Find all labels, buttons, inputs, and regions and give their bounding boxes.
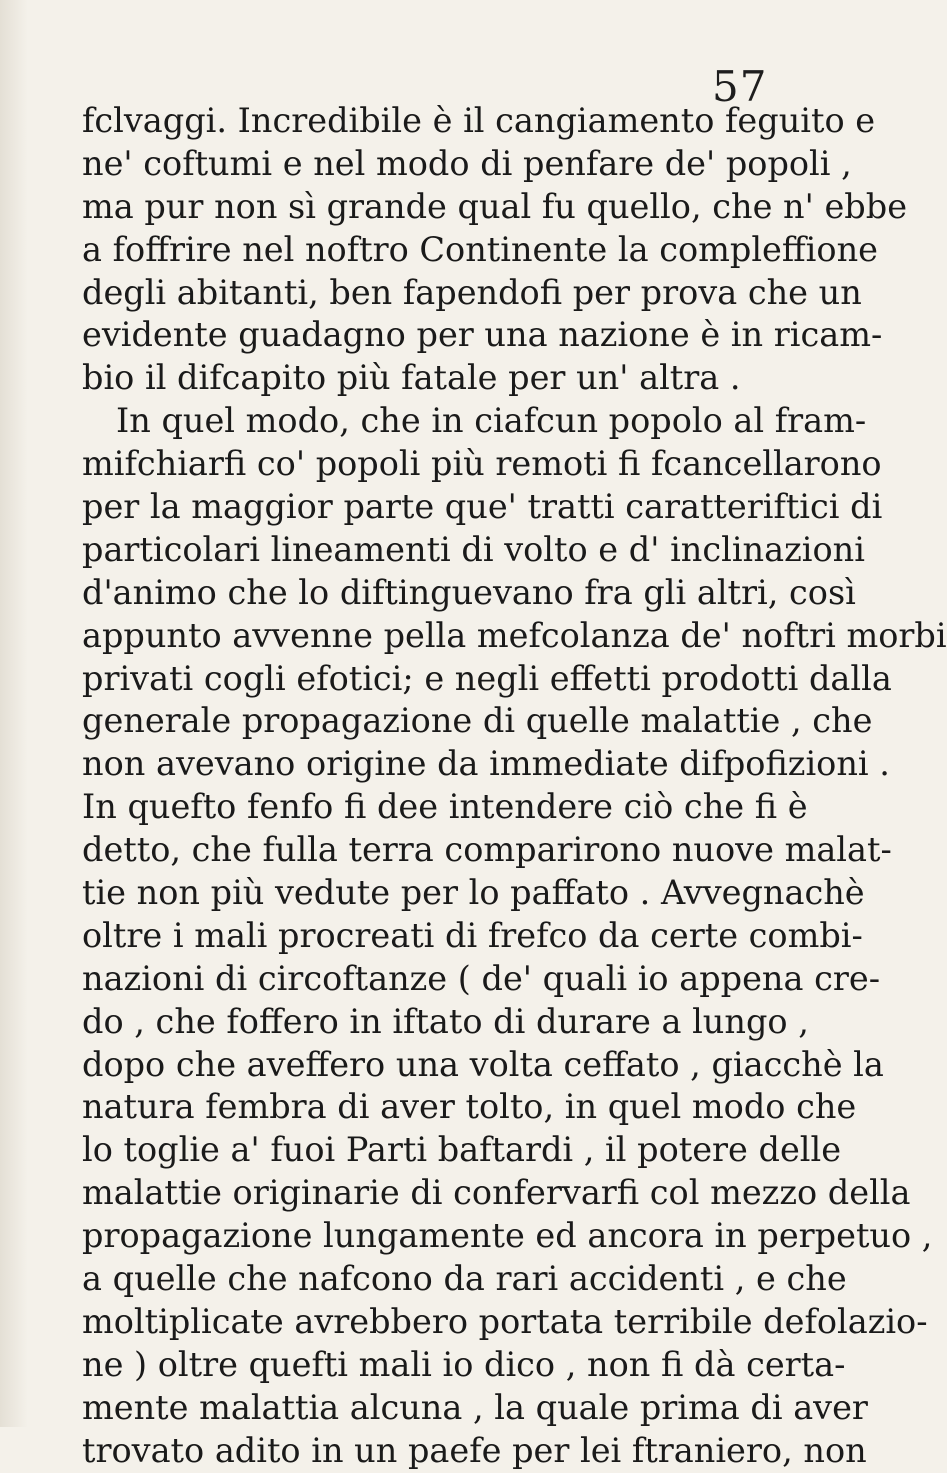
text-line: particolari lineamenti di volto e d' inclinazioni (82, 529, 865, 569)
text-line: appunto avvenne pella mefcolanza de' noftri morbi (82, 615, 947, 655)
text-line: ne ) oltre quefti mali io dico , non fi dà certa- (82, 1344, 846, 1384)
text-line: dopo che aveffero una volta ceffato , giacchè la (82, 1044, 884, 1084)
text-line: ma pur non sì grande qual fu quello, che n' ebbe (82, 186, 908, 226)
text-line: mente malattia alcuna , la quale prima di aver (82, 1387, 868, 1427)
page-gutter-shadow (0, 0, 28, 1427)
body-text (82, 100, 947, 1473)
text-line: moltiplicate avrebbero portata terribile defolazio- (82, 1301, 928, 1341)
text-line: fclvaggi. Incredibile è il cangiamento feguito e (82, 101, 876, 140)
text-line: privati cogli efotici; e negli effetti prodotti dalla (82, 658, 892, 698)
text-line: a foffrire nel noftro Continente la compleffione (82, 229, 878, 269)
text-line: In quefto fenfo fi dee intendere ciò che fi è (82, 787, 808, 827)
text-line: bio il difcapito più fatale per un' altra . (82, 358, 741, 398)
text-line: evidente guadagno per una nazione è in ricam- (82, 315, 883, 355)
text-line: lo toglie a' fuoi Parti baftardi , il potere delle (82, 1130, 842, 1170)
text-line: nazioni di circoftanze ( de' quali io appena cre- (82, 958, 881, 998)
text-line: generale propagazione di quelle malattie , che (82, 701, 873, 741)
text-line: mifchiarfi co' popoli più remoti fi fcancellarono (82, 444, 882, 484)
text-line: trovato adito in un paefe per lei ftraniero, non (82, 1430, 867, 1470)
text-line: non avevano origine da immediate difpofizioni . (82, 744, 890, 784)
page-number: 57 (712, 62, 768, 111)
text-line: per la maggior parte que' tratti caratteriftici di (82, 487, 883, 527)
text-line: propagazione lungamente ed ancora in perpetuo , (82, 1216, 933, 1256)
text-line: degli abitanti, ben fapendofi per prova che un (82, 272, 862, 312)
text-line: detto, che fulla terra comparirono nuove malat- (82, 830, 892, 870)
text-line: do , che foffero in iftato di durare a lungo , (82, 1001, 809, 1041)
text-line: natura fembra di aver tolto, in quel modo che (82, 1087, 857, 1127)
text-line: malattie originarie di confervarfi col mezzo della (82, 1173, 911, 1213)
text-line: tie non più vedute per lo paffato . Avvegnachè (82, 873, 865, 913)
text-line: ne' coftumi e nel modo di penfare de' popoli , (82, 143, 852, 183)
text-line: oltre i mali procreati di frefco da certe combi- (82, 915, 863, 955)
text-line: a quelle che nafcono da rari accidenti , e che (82, 1259, 847, 1299)
text-line: In quel modo, che in ciafcun popolo al fram- (116, 401, 867, 441)
text-line: d'animo che lo diftinguevano fra gli altri, così (82, 572, 856, 612)
